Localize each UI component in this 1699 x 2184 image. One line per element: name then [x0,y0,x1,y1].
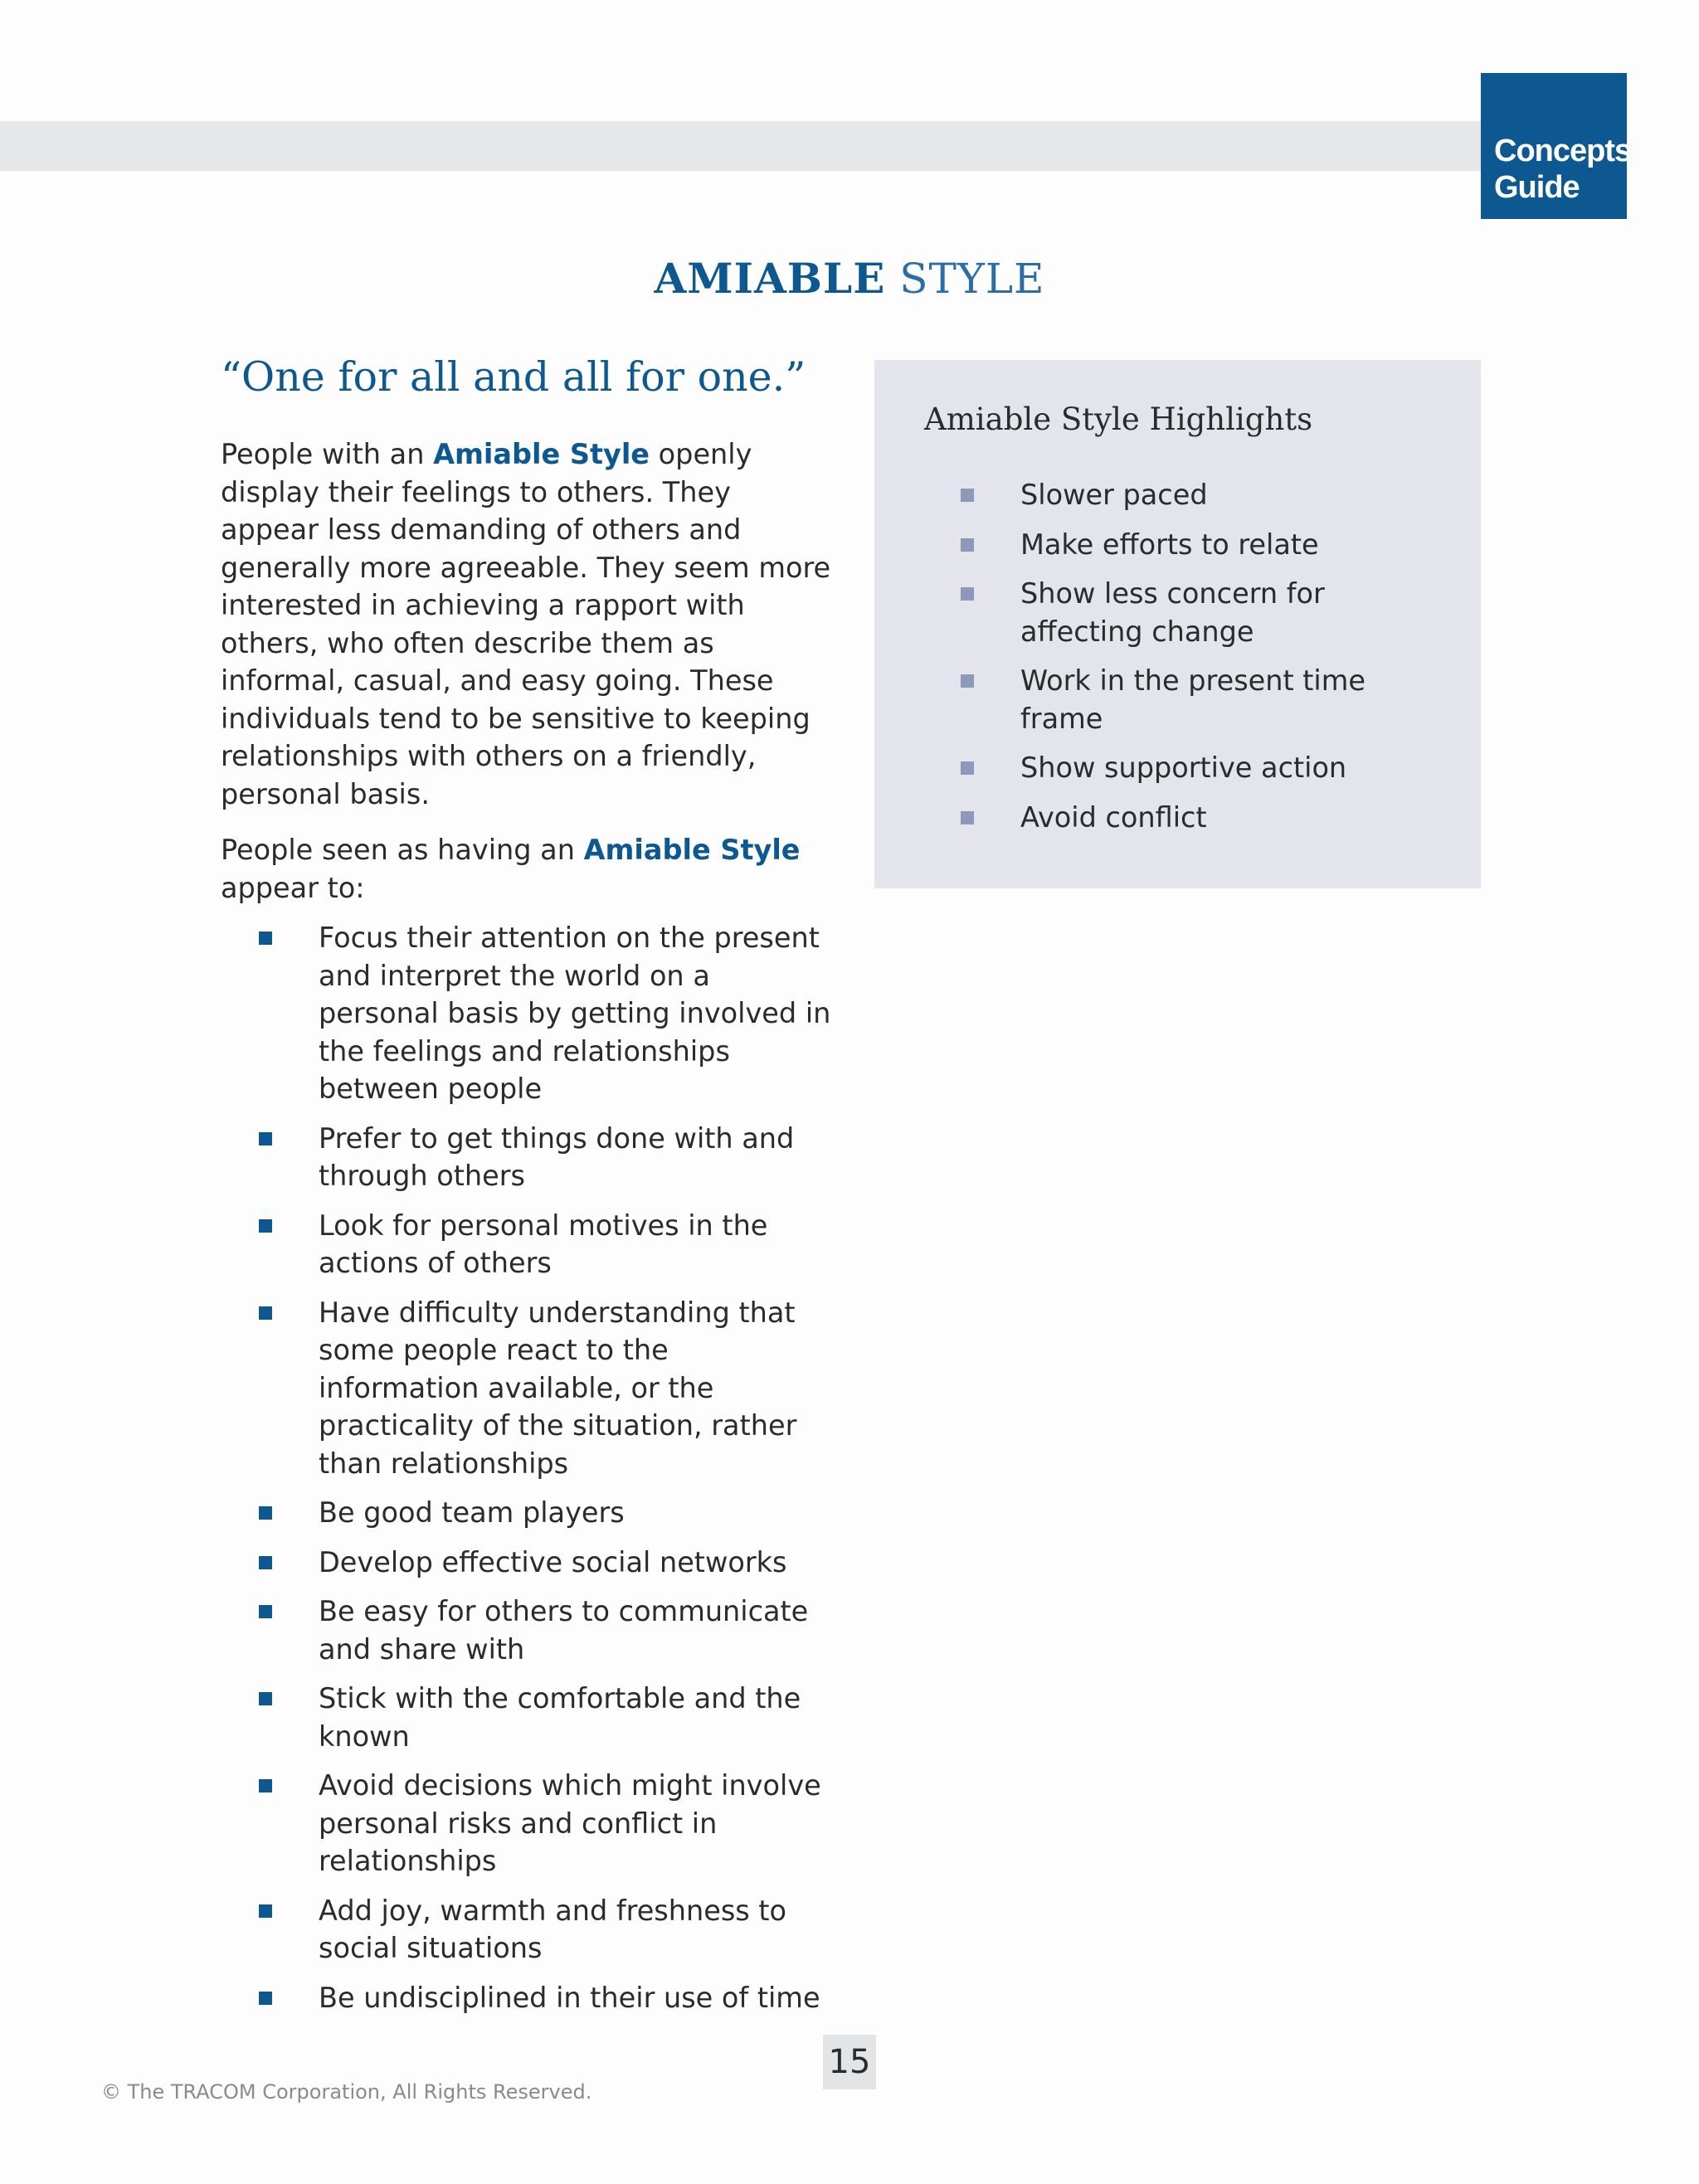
lead-in-paragraph [221,831,835,907]
page-title-strong: AMIABLE [654,254,886,303]
highlight-item [874,575,1481,650]
bullet-square-icon [961,811,974,824]
bullet-square-icon [259,1692,272,1705]
concepts-guide-tab [1481,73,1632,219]
list-item [221,1207,835,1282]
highlight-item-text: Make efforts to relate [1020,528,1319,561]
main-column [221,435,835,2028]
page-number: 15 [823,2035,876,2089]
highlights-panel [874,360,1481,888]
highlight-item [874,526,1481,564]
header-band [0,121,1481,171]
list-item-text: Focus their attention on the present and interpret the world on a personal basis by getting involved in the feelings and relationships between people [319,922,831,1105]
bullet-square-icon [259,1219,272,1233]
highlight-item-text: Avoid conflict [1020,800,1207,834]
highlight-item-text: Show supportive action [1020,752,1347,784]
list-item [221,1892,835,1968]
intro-paragraph [221,435,835,813]
page-title [0,254,1699,303]
lead-in-text-end: appear to: [221,871,365,904]
list-item [221,1544,835,1582]
behavior-list [221,919,835,2016]
highlight-item [874,749,1481,787]
list-item-text: Be undisciplined in their use of time [319,1981,820,2014]
list-item [221,1680,835,1755]
bullet-square-icon [961,761,974,775]
bullet-square-icon [961,587,974,601]
copyright-notice: © The TRACOM Corporation, All Rights Reserved. [101,2080,592,2104]
highlights-list [874,476,1481,848]
list-item [221,1767,835,1880]
lead-in-highlight: Amiable Style [583,834,801,866]
bullet-square-icon [259,1132,272,1146]
intro-text-end: openly display their feelings to others. They appear less demanding of others and generally more agreeable. They seem more interested in achieving a rapport with others, who often describe them as informal, casual, and easy going. These individuals tend to be sensitive to keeping relationships with others on a friendly, personal basis. [221,438,831,810]
highlight-item [874,476,1481,514]
list-item [221,919,835,1108]
highlight-item-text: Show less concern for affecting change [1020,577,1325,648]
tab-label-line1: Concepts [1494,134,1632,168]
list-item-text: Look for personal motives in the actions of others [319,1209,768,1279]
bullet-square-icon [259,1779,272,1792]
bullet-square-icon [259,1506,272,1520]
list-item-text: Avoid decisions which might involve personal risks and conflict in relationships [319,1769,821,1877]
section-quote: “One for all and all for one.” [221,353,806,401]
bullet-square-icon [259,1992,272,2005]
list-item [221,1494,835,1532]
page-title-light: STYLE [899,255,1045,303]
bullet-square-icon [259,1605,272,1618]
bullet-square-icon [961,674,974,688]
list-item [221,1593,835,1668]
list-item-text: Have difficulty understanding that some people react to the information available, or the practicality of the situation, rather than relationships [319,1296,797,1480]
list-item-text: Add joy, warmth and freshness to social situations [319,1894,787,1964]
highlight-item [874,662,1481,737]
intro-highlight: Amiable Style [433,438,650,470]
highlight-item-text: Slower paced [1020,479,1208,511]
list-item-text: Develop effective social networks [319,1545,787,1578]
list-item-text: Be easy for others to communicate and share with [319,1595,809,1666]
highlights-title: Amiable Style Highlights [924,401,1313,437]
tab-label-line2: Guide [1494,170,1580,205]
highlight-item-text: Work in the present time frame [1020,664,1366,735]
bullet-square-icon [259,1306,272,1320]
highlight-item [874,799,1481,837]
list-item-text: Prefer to get things done with and through others [319,1121,795,1192]
bullet-square-icon [961,489,974,502]
list-item [221,1294,835,1483]
list-item [221,1120,835,1195]
bullet-square-icon [259,1904,272,1918]
lead-in-text-start: People seen as having an [221,834,584,866]
list-item-text: Be good team players [319,1496,625,1529]
list-item-text: Stick with the comfortable and the known [319,1682,801,1753]
bullet-square-icon [259,931,272,945]
bullet-square-icon [961,538,974,552]
list-item [221,1979,835,2017]
bullet-square-icon [259,1556,272,1569]
intro-text-start: People with an [221,438,434,470]
